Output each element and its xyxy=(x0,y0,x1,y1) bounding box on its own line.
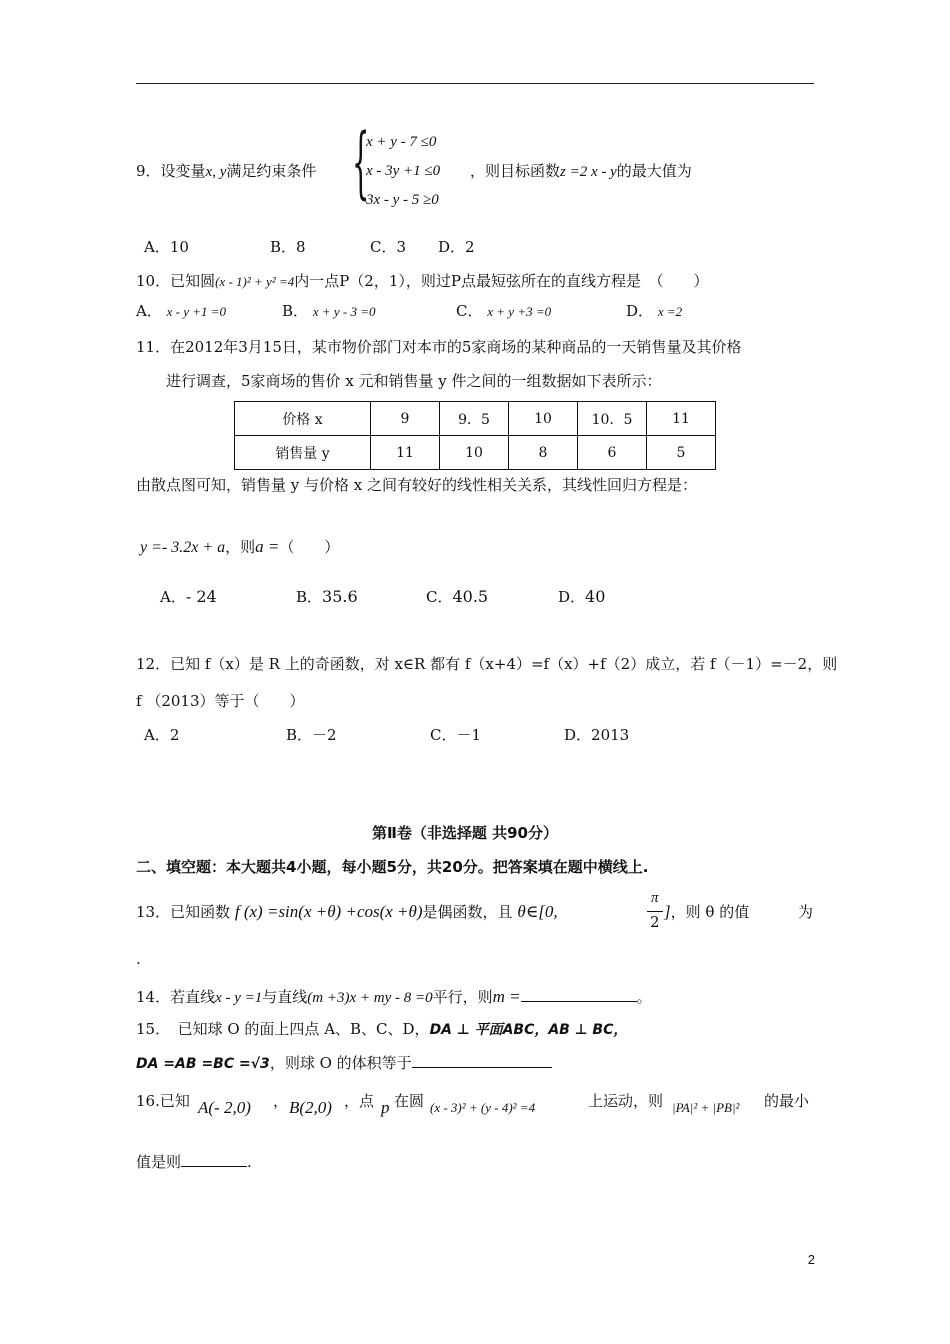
table-cell: 10 xyxy=(509,402,578,436)
page-number: 2 xyxy=(807,1252,815,1267)
q10-option-a-label: A． xyxy=(136,302,162,320)
q10-option-b-expr: x + y - 3 =0 xyxy=(312,304,376,319)
q9-mid: 满足约束条件 xyxy=(226,162,317,180)
q16-lead: 16.已知 xyxy=(136,1092,190,1110)
table-cell: 11 xyxy=(371,436,440,470)
q16-expression: |PA|² + |PB|² xyxy=(672,1100,740,1115)
q13-stem xyxy=(136,901,558,922)
q11-option-a-label: A． xyxy=(160,588,186,606)
table-cell: 10．5 xyxy=(578,402,647,436)
q11-option-a-expr: - 24 xyxy=(185,587,217,606)
q11-equation-line xyxy=(140,536,339,557)
q9-option-d: D．2 xyxy=(438,238,475,256)
q15-lead: 15． 已知球 O 的面上四点 A、B、C、D， xyxy=(136,1020,430,1038)
header-rule xyxy=(136,83,814,84)
q14-end: 。 xyxy=(636,988,652,1006)
q14-mid: 与直线 xyxy=(262,988,308,1006)
q9-lead xyxy=(136,160,316,181)
q15-answer-blank[interactable] xyxy=(412,1051,552,1068)
q12-option-c: C．－1 xyxy=(430,726,482,744)
q13-tail-text: ，则 θ 的值 xyxy=(670,903,750,921)
q12-line2: f （2013）等于（ ） xyxy=(136,692,305,710)
q15-tail: ，则球 O 的体积等于 xyxy=(269,1054,412,1072)
q11-option-c xyxy=(426,586,488,607)
q11-ask-b: a = xyxy=(255,537,280,556)
q9-option-b: B．8 xyxy=(270,238,306,256)
table-header-cell: 销售量 y xyxy=(235,436,371,470)
q10-option-d xyxy=(626,300,682,321)
table-cell: 10 xyxy=(440,436,509,470)
q11-line3: 由散点图可知，销售量 y 与价格 x 之间有较好的线性相关关系，其线性回归方程是： xyxy=(136,476,698,494)
q13-mid: 是偶函数，且 xyxy=(422,903,513,921)
q12-option-a: A．2 xyxy=(144,726,180,744)
q9-lead-text: 9．设变量 xyxy=(136,162,206,180)
q9-tail-b: 的最大值为 xyxy=(616,162,692,180)
q16-circle: (x - 3)² + (y - 4)² =4 xyxy=(430,1100,536,1115)
q12-option-b: B．－2 xyxy=(286,726,337,744)
q10-option-b-label: B． xyxy=(282,302,309,320)
q10-option-d-expr: x =2 xyxy=(657,304,683,319)
q11-option-d-label: D． xyxy=(558,588,586,606)
q16-sep2: ，点 xyxy=(344,1092,375,1110)
table-row xyxy=(235,436,716,470)
q11-option-a xyxy=(160,586,217,607)
q11-ask-a: ，则 xyxy=(225,538,256,556)
q11-option-b xyxy=(296,586,358,607)
q9-tail-a: ，则目标函数 xyxy=(470,162,561,180)
q16-sep1: ， xyxy=(273,1092,289,1110)
q9-constraint-1: x + y - 7 ≤0 xyxy=(366,134,437,150)
q10-option-a xyxy=(136,300,226,321)
q14-answer-blank[interactable] xyxy=(521,985,637,1002)
q13-frac-bar xyxy=(647,911,663,912)
q14-line-b: (m +3)x + my - 8 =0 xyxy=(307,990,433,1006)
q16-answer-blank[interactable] xyxy=(181,1150,247,1167)
q11-line1: 11．在2012年3月15日，某市物价部门对本市的5家商场的某种商品的一天销售量及其价格 xyxy=(136,338,742,356)
q9-option-c: C．3 xyxy=(370,238,407,256)
q10-tail: 内一点P（2，1），则过P点最短弦所在的直线方程是 （ ） xyxy=(294,272,709,290)
q16-mid: 在圆 xyxy=(394,1092,425,1110)
q14-line-a: x - y =1 xyxy=(215,990,263,1006)
q13-func: f (x) =sin(x +θ) +cos(x +θ) xyxy=(234,902,423,921)
q13-frac-num: π xyxy=(651,890,659,906)
q11-option-b-label: B． xyxy=(296,588,323,606)
q12-line1: 12．已知 f（x）是 R 上的奇函数，对 x∈R 都有 f（x+4）=f（x）+f（2）成立，若 f（－1）=－2，则 xyxy=(136,655,838,673)
q15-line2 xyxy=(136,1051,552,1073)
q13-domain-end: ] xyxy=(664,902,671,921)
q13-tail2: 为 xyxy=(798,903,814,921)
table-header-cell: 价格 x xyxy=(235,402,371,436)
q14-lead: 14．若直线 xyxy=(136,988,216,1006)
q11-data-table xyxy=(234,401,716,470)
q16-point-b: B(2,0) xyxy=(289,1098,332,1117)
q13-dot: . xyxy=(136,950,141,968)
q16-line2-text: 值是则 xyxy=(136,1153,182,1171)
q11-option-b-expr: 35.6 xyxy=(322,587,358,606)
table-cell: 9 xyxy=(371,402,440,436)
q10-circle: (x - 1)² + y² =4 xyxy=(215,274,295,289)
q11-equation: y =- 3.2x + a xyxy=(140,539,226,556)
section2-title: 第Ⅱ卷（非选择题 共90分） xyxy=(372,824,558,842)
q11-ask-c: （ ） xyxy=(279,538,340,556)
q15-cond1: DA ⊥ 平面ABC，AB ⊥ BC， xyxy=(429,1022,628,1038)
q14-tail: 平行，则 xyxy=(432,988,493,1006)
q13-lead: 13．已知函数 xyxy=(136,903,231,921)
q13-frac-den: 2 xyxy=(650,913,660,931)
q10-option-a-expr: x - y +1 =0 xyxy=(166,304,227,319)
q10-stem xyxy=(136,270,709,291)
q10-option-b xyxy=(282,300,375,321)
q15-line1 xyxy=(136,1018,627,1039)
section2-instruction: 二、填空题：本大题共4小题，每小题5分，共20分。把答案填在题中横线上. xyxy=(136,858,649,876)
q9-constraint-3: 3x - y - 5 ≥0 xyxy=(366,192,439,208)
q9-vars: x, y xyxy=(205,164,227,180)
q10-lead: 10．已知圆 xyxy=(136,272,216,290)
q16-tail2: 的最小 xyxy=(764,1092,810,1110)
q9-option-a: A．10 xyxy=(144,238,189,256)
q9-constraint-2: x - 3y +1 ≤0 xyxy=(366,163,441,179)
q16-tail: 上运动，则 xyxy=(588,1092,664,1110)
table-cell: 9．5 xyxy=(440,402,509,436)
q10-option-c-label: C． xyxy=(456,302,483,320)
q10-option-d-label: D． xyxy=(626,302,654,320)
table-row xyxy=(235,402,716,436)
q16-line2 xyxy=(136,1150,252,1172)
q11-line2: 进行调查，5家商场的售价 x 元和销售量 y 件之间的一组数据如下表所示： xyxy=(166,372,662,390)
q9-tail xyxy=(470,160,692,181)
q11-option-c-expr: 40.5 xyxy=(452,587,489,606)
table-cell: 11 xyxy=(647,402,716,436)
q10-option-c xyxy=(456,300,551,321)
q14-stem xyxy=(136,985,652,1007)
q13-domain: θ∈[0, xyxy=(517,902,558,921)
q15-cond2: DA =AB =BC =√3 xyxy=(136,1056,270,1072)
table-cell: 6 xyxy=(578,436,647,470)
q9-objective: z =2 x - y xyxy=(560,164,617,180)
q10-option-c-expr: x + y +3 =0 xyxy=(487,304,552,319)
q9-brace: { xyxy=(352,118,370,208)
q16-end: . xyxy=(247,1153,252,1171)
q11-option-c-label: C． xyxy=(426,588,453,606)
q13-tail xyxy=(664,901,749,922)
q16-point-a: A(- 2,0) xyxy=(198,1098,251,1117)
table-cell: 8 xyxy=(509,436,578,470)
table-cell: 5 xyxy=(647,436,716,470)
q11-option-d-expr: 40 xyxy=(585,587,606,606)
q14-var: m = xyxy=(492,987,521,1006)
q12-option-d: D．2013 xyxy=(564,726,630,744)
q11-option-d xyxy=(558,586,605,607)
q16-point-p: p xyxy=(381,1098,390,1117)
